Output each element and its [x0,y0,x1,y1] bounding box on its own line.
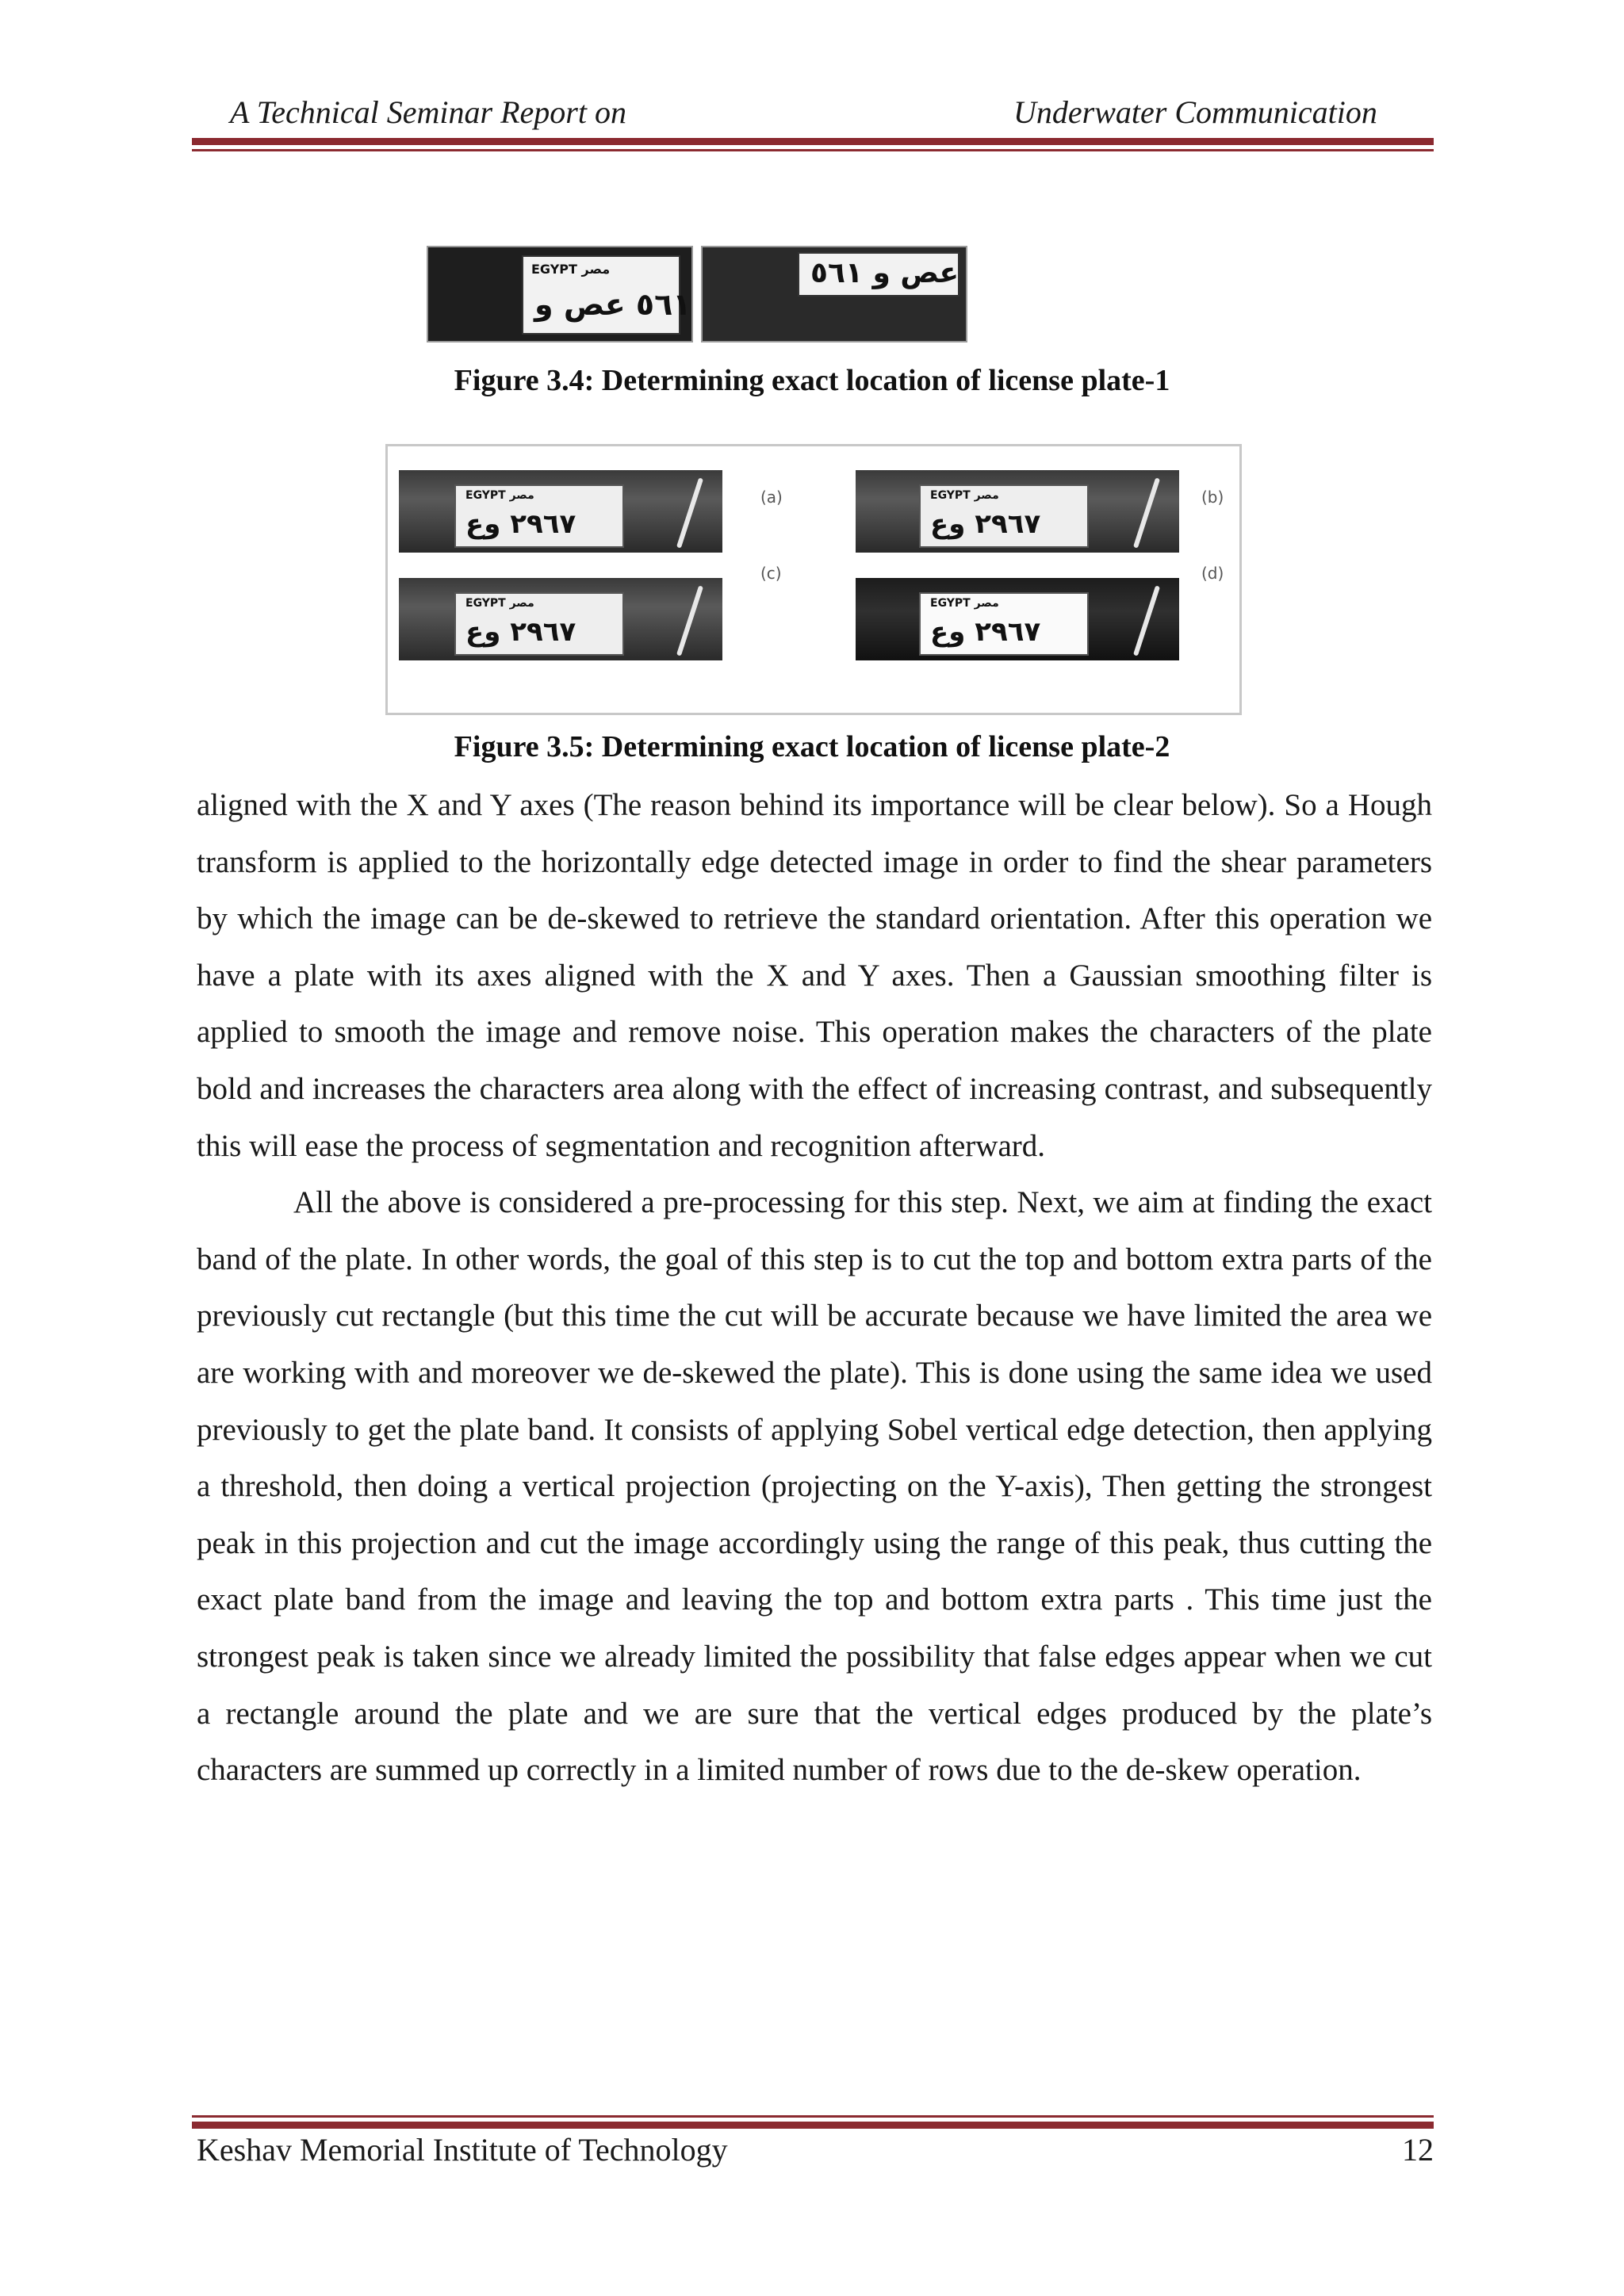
plate-number-text: ٢٩٦٧ وع [465,508,576,540]
headlight-reflection [1133,477,1160,548]
plate-number-text: ٢٩٦٧ وع [930,616,1041,648]
running-header-topic: Underwater Communication [1013,94,1377,130]
figure-3-5-image [385,444,1242,715]
license-plate [522,255,691,335]
license-plate [454,484,624,548]
figure-3-5-panel-c [399,578,722,660]
plate-header-text: EGYPT مصر [930,597,999,610]
panel-label-c: (c) [760,564,782,583]
body-text [197,777,1432,1799]
headlight-reflection [1133,585,1160,656]
figure-3-4-photo-right [701,246,967,342]
footer-rule-thick [192,2122,1434,2129]
figure-3-4-caption: Figure 3.4: Determining exact location of license plate-1 [454,364,1170,397]
headlight-reflection [676,585,703,656]
license-plate [798,252,959,297]
panel-label-d: (d) [1201,564,1224,583]
figure-3-5-caption: Figure 3.5: Determining exact location of license plate-2 [454,730,1170,763]
plate-number-text: ٥٦١ عص و [534,287,691,322]
license-plate [919,484,1089,548]
figure-3-4-photo-left [427,246,693,342]
plate-number-text: ٢٩٦٧ وع [930,508,1041,540]
figure-3-5-panel-b [856,470,1179,553]
plate-header-text: EGYPT مصر [465,597,534,610]
header-rule-thin [192,149,1434,151]
paragraph: aligned with the X and Y axes (The reason behind its importance will be clear below). So a Hough transform is applied to the horizontally edge detected image in order to find the shear parameters by which the image can be de-skewed to retrieve the standard orientation. After this operation we have a plate with its axes aligned with the X and Y axes. Then a Gaussian smoothing filter is applied to smooth the image and remove noise. This operation makes the characters of the plate bold and increases the characters area along with the effect of increasing contrast, and subsequently this will ease the process of segmentation and recognition afterward. [197,788,1432,1163]
plate-number-text: عص و ٥٦١ [810,257,959,289]
figure-3-5-panel-a [399,470,722,553]
headlight-reflection [676,477,703,548]
panel-label-b: (b) [1201,488,1224,507]
page-number: 12 [1402,2132,1434,2168]
paragraph: All the above is considered a pre-processing for this step. Next, we aim at finding the exact band of the plate. In other words, the goal of this step is to cut the top and bottom extra parts of the previously cut rectangle (but this time the cut will be accurate because we have limited the area we are working with and moreover we de-skewed the plate). This is done using the same idea we used previously to get the plate band. It consists of applying Sobel vertical edge detection, then applying a threshold, then doing a vertical projection (projecting on the Y-axis), Then getting the strongest peak in this projection and cut the image accordingly using the range of this peak, thus cutting the exact plate band from the image and leaving the top and bottom extra parts . This time just the strongest peak is taken since we already limited the possibility that false edges appear when we cut a rectangle around the plate and we are sure that the vertical edges produced by the plate’s characters are summed up correctly in a limited number of rows due to the de-skew operation. [197,1185,1432,1788]
running-header-title: A Technical Seminar Report on [230,94,626,130]
plate-header-text: EGYPT مصر [930,489,999,502]
plate-header-text: EGYPT مصر [465,489,534,502]
footer-rule-thin [192,2115,1434,2118]
panel-label-a: (a) [760,488,783,507]
license-plate [454,592,624,656]
header-rule-thick [192,138,1434,145]
license-plate [919,592,1089,656]
figure-3-4-image [427,246,971,344]
footer-institution: Keshav Memorial Institute of Technology [197,2132,728,2168]
plate-number-text: ٢٩٦٧ وع [465,616,576,648]
plate-header-text: EGYPT مصر [531,262,611,277]
figure-3-5-panel-d [856,578,1179,660]
